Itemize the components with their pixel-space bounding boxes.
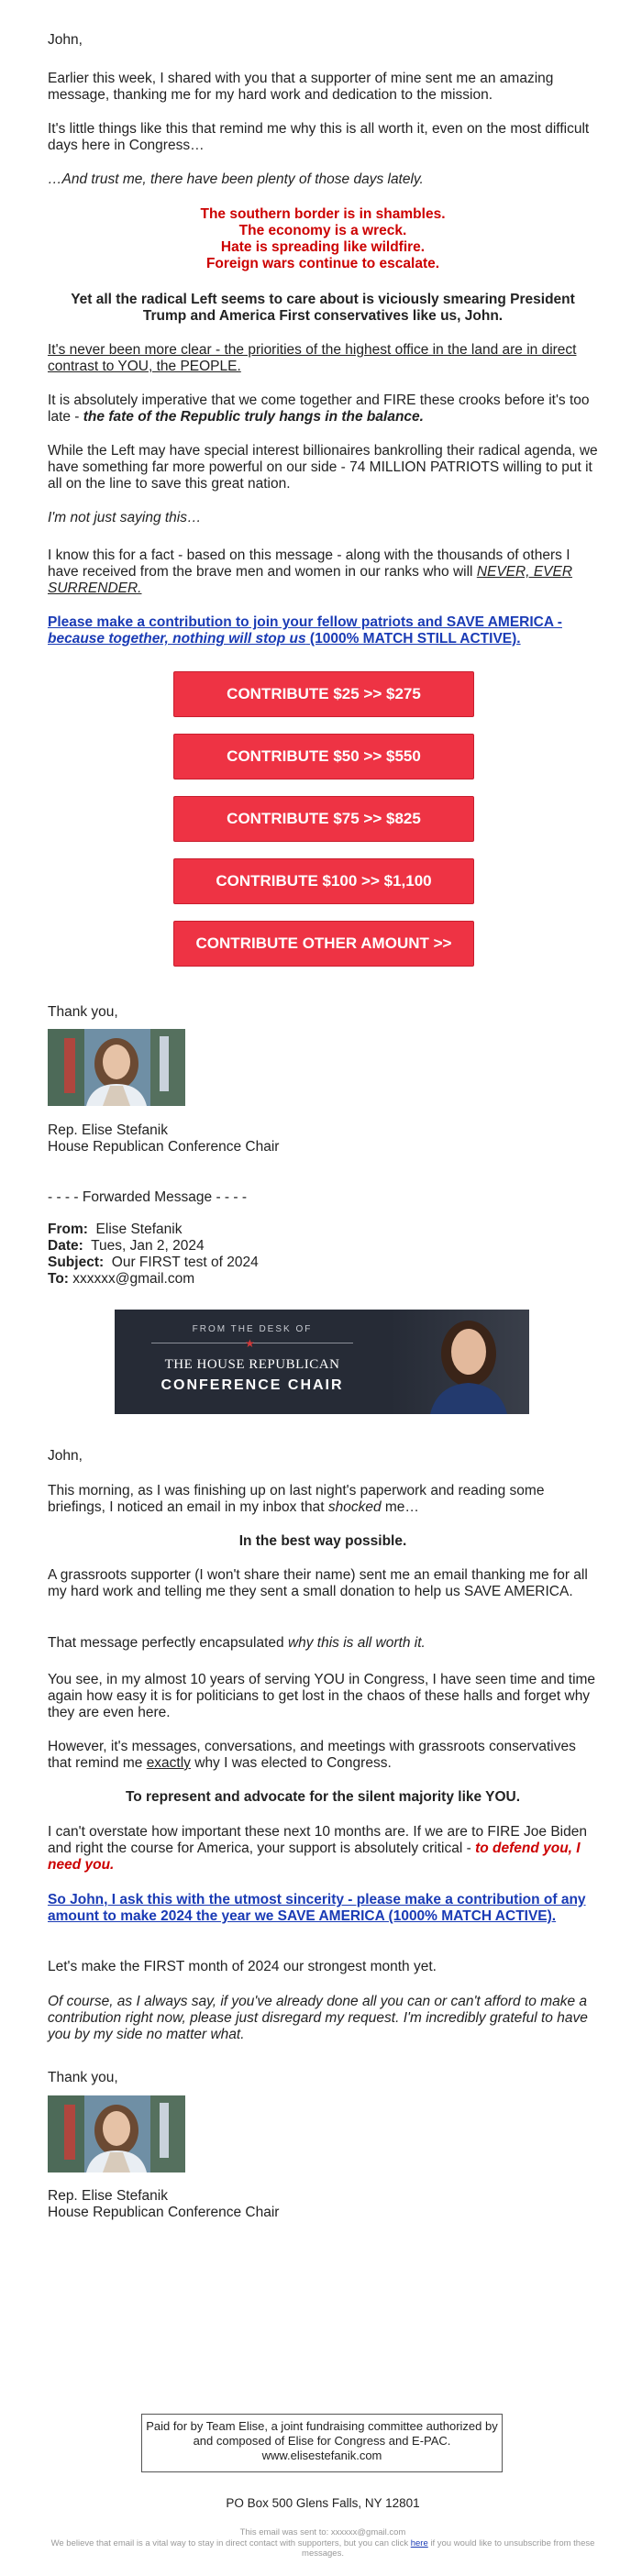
underlined-statement: It's never been more clear - the priorities of the highest office in the land are in direct contrast to YOU, the PEOPLE. [48,342,577,374]
red-line: Foreign wars continue to escalate. [205,256,440,271]
header-banner [115,1310,529,1414]
forward-header: - - - - Forwarded Message - - - - [48,1189,248,1205]
greeting: John, [48,32,83,48]
signoff-title: House Republican Conference Chair [48,2205,280,2220]
red-callout [48,206,598,272]
signoff-name: Rep. Elise Stefanik [48,1122,168,1138]
paragraph: This morning, as I was finishing up on last night's paperwork and reading some briefings, I noticed an email in my inbox that shocked me… [48,1483,545,1515]
signoff-thanks: Thank you, [48,2070,118,2085]
banner-portrait [390,1310,529,1414]
paragraph: A grassroots supporter (I won't share their name) sent me an email thanking me for all my hard work and telling me they sent a small donation to help us SAVE AMERICA. [48,1567,588,1599]
greeting: John, [48,1448,83,1464]
bold-statement: In the best way possible. [238,1533,407,1549]
contribute-link[interactable] [48,614,598,647]
signoff-thanks: Thank you, [48,1004,118,1020]
forward-meta [48,1222,598,1288]
unsubscribe-link[interactable]: here [410,2538,428,2548]
footer-unsubscribe: We believe that email is a vital way to stay in direct contact with supporters, but you can click here if you would like to unsubscribe from these messages. [50,2538,595,2559]
contribute-25-button[interactable]: CONTRIBUTE $25 >> $275 [173,671,474,717]
paragraph: I know this for a fact - based on this message - along with the thousands of others I have received from the brave men and women in our ranks who will NEVER, EVER SURRENDER. [48,547,573,596]
paragraph: Let's make the FIRST month of 2024 our strongest month yet. [48,1959,437,1974]
contribute-link-text[interactable]: So John, I ask this with the utmost sincerity - please make a contribution of any amount to make 2024 the year we SAVE AMERICA (1000% MATCH ACTIVE). [48,1892,586,1924]
red-line: The economy is a wreck. [238,223,407,238]
footer-address: PO Box 500 Glens Falls, NY 12801 [226,2496,420,2510]
bold-statement: Yet all the radical Left seems to care about is viciously smearing President Trump and America First conservatives like us, John. [71,292,575,324]
banner-line3: CONFERENCE CHAIR [160,1377,344,1393]
banner-line1: FROM THE DESK OF [192,1324,313,1334]
contribute-other-button[interactable]: CONTRIBUTE OTHER AMOUNT >> [173,921,474,967]
paragraph: I'm not just saying this… [48,510,202,525]
paragraph: That message perfectly encapsulated why this is all worth it. [48,1635,426,1651]
paragraph: …And trust me, there have been plenty of those days lately. [48,171,424,187]
paragraph: It is absolutely imperative that we come together and FIRE these crooks before it's too late - the fate of the Republic truly hangs in the balance. [48,392,590,425]
paragraph: It's little things like this that remind me why this is all worth it, even on the most difficult days here in Congress… [48,121,590,153]
contribute-link[interactable] [48,1892,598,1925]
contribute-link-text[interactable]: Please make a contribution to join your fellow patriots and SAVE AMERICA - because together, nothing will stop us (1000% MATCH STILL ACTIVE). [48,614,562,647]
paragraph: Earlier this week, I shared with you that a supporter of mine sent me an amazing message, thanking me for my hard work and dedication to the mission. [48,71,554,103]
footer-sent-to: This email was sent to: xxxxxx@gmail.com [239,2527,406,2537]
paragraph: I can't overstate how important these next 10 months are. If we are to FIRE Joe Biden and right the course for America, your support is absolutely critical - to defend you, I need you. [48,1824,587,1873]
bold-statement: To represent and advocate for the silent majority like YOU. [125,1789,521,1805]
paragraph: However, it's messages, conversations, and meetings with grassroots conservatives that remind me exactly why I was elected to Congress. [48,1739,576,1771]
contribute-50-button[interactable]: CONTRIBUTE $50 >> $550 [173,734,474,779]
signoff-name: Rep. Elise Stefanik [48,2188,168,2204]
contribute-100-button[interactable]: CONTRIBUTE $100 >> $1,100 [173,858,474,904]
paragraph: While the Left may have special interest billionaires bankrolling their radical agenda, we have something far more powerful on our side - 74 MILLION PATRIOTS willing to put it all on the line to save this great nation. [48,443,598,492]
forward-to: To: xxxxxx@gmail.com [48,1271,195,1287]
forward-from: From: Elise Stefanik [48,1222,183,1237]
paragraph: Of course, as I always say, if you've already done all you can or can't afford to make a contribution right now, please just disregard my request. I'm incredibly grateful to have you by my side no matter what. [48,1994,588,2042]
portrait-photo [48,1029,185,1106]
paragraph: You see, in my almost 10 years of serving YOU in Congress, I have seen time and time again how easy it is for politicians to get lost in the chaos of these halls and forget why they are even here. [48,1672,596,1720]
red-line: The southern border is in shambles. [200,206,446,222]
portrait-photo [48,2095,185,2172]
contribute-75-button[interactable]: CONTRIBUTE $75 >> $825 [173,796,474,842]
signoff-title: House Republican Conference Chair [48,1139,280,1155]
star-icon: ★ [245,1337,255,1350]
banner-line2: THE HOUSE REPUBLICAN [164,1357,340,1372]
red-line: Hate is spreading like wildfire. [220,239,426,255]
paid-for-box: Paid for by Team Elise, a joint fundraising committee authorized by and composed of Elise for Congress and E-PAC. www.elisestefanik.com [141,2414,503,2472]
forward-subject: Subject: Our FIRST test of 2024 [48,1255,259,1270]
forward-date: Date: Tues, Jan 2, 2024 [48,1238,205,1254]
